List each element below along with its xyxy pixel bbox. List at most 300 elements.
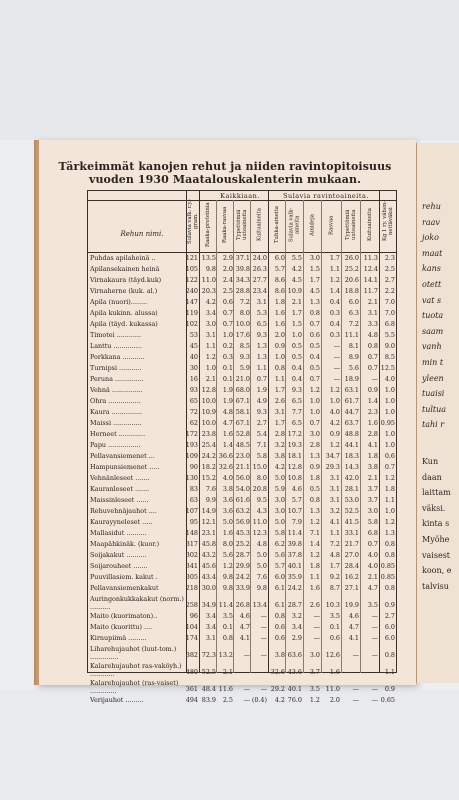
cell-value: 61.7 — [344, 397, 359, 405]
cell-value: 4.0 — [222, 474, 233, 482]
cell-value: 90 — [189, 463, 198, 471]
cell-value: 7.9 — [291, 518, 302, 526]
cell-value: 27.0 — [344, 551, 359, 559]
cell-value: 18.9 — [344, 375, 359, 383]
cell-value: 1.7 — [309, 276, 320, 284]
cell-value: 45.6 — [201, 562, 216, 570]
cell-value: 0.6 — [329, 634, 340, 642]
cell-value: 2.1 — [222, 668, 233, 676]
header-tuhka: Tuhka-aineita — [274, 206, 280, 244]
cell-value: 10.0 — [201, 397, 216, 405]
cell-value: 305 — [185, 573, 198, 581]
cell-value: 23.4 — [252, 287, 267, 295]
cell-value: 4.5 — [291, 276, 302, 284]
cell-value: 2.5 — [222, 696, 233, 704]
cell-value: 25.2 — [235, 540, 250, 548]
cell-value: 4.2 — [291, 265, 302, 273]
feed-name: Timotei ............ — [90, 331, 142, 339]
cell-value: 27.7 — [252, 276, 267, 284]
cell-value: 28.1 — [344, 485, 359, 493]
cell-value: 23.0 — [235, 452, 250, 460]
cell-value: 21.1 — [235, 463, 250, 471]
cell-value: 4.8 — [367, 331, 378, 339]
cell-value: 1.9 — [256, 386, 267, 394]
cell-value: 40.1 — [287, 685, 302, 693]
cell-value: 0.4 — [291, 364, 302, 372]
facing-page-line: saam — [422, 326, 444, 336]
cell-value: 17.6 — [235, 331, 250, 339]
cell-value: 2.7 — [384, 612, 395, 620]
cell-value: 24.2 — [235, 573, 250, 581]
cell-value: — — [371, 375, 378, 383]
table-row — [88, 451, 396, 462]
cell-value: 9.5 — [256, 496, 267, 504]
facing-page-line: tultua — [422, 404, 447, 414]
cell-value: 30.0 — [201, 584, 216, 592]
cell-value: 4.1 — [348, 634, 359, 642]
cell-value: 1.6 — [274, 320, 285, 328]
cell-value: 9.8 — [222, 573, 233, 581]
cell-value: 25.4 — [201, 441, 216, 449]
cell-value: 11.0 — [252, 518, 267, 526]
cell-value: 5.4 — [256, 430, 267, 438]
cell-value: 0.7 — [367, 353, 378, 361]
feed-name: Herneet ............. — [90, 430, 146, 438]
feed-name: Pellavansiemenkakut — [90, 584, 159, 592]
cell-value: 5.0 — [274, 474, 285, 482]
cell-value: 1.6 — [222, 430, 233, 438]
feed-name: Virnakaura (täyd.kuk) — [90, 276, 162, 284]
cell-value: 2.4 — [222, 276, 233, 284]
cell-value: — — [260, 623, 267, 631]
feed-name: Maapähkinäk. (kuor.) — [90, 540, 160, 548]
cell-value: 480 — [185, 668, 198, 676]
cell-value: 174 — [185, 634, 198, 642]
feed-name: Apilansekainen heinä — [90, 265, 160, 273]
cell-value: 3.5 — [309, 685, 320, 693]
cell-value: 11.4 — [287, 529, 302, 537]
cell-value: 1.2 — [309, 696, 320, 704]
cell-value: 0.7 — [309, 375, 320, 383]
cell-value: 8.0 — [222, 540, 233, 548]
cell-value: 6.0 — [384, 623, 395, 631]
cell-value: 29.3 — [325, 463, 340, 471]
cell-value: 1.8 — [274, 298, 285, 306]
cell-value: 4.9 — [256, 397, 267, 405]
facing-page-line: min t — [422, 358, 444, 367]
cell-value: 3.4 — [205, 623, 216, 631]
table-row — [88, 517, 396, 528]
cell-value: 15.2 — [201, 474, 216, 482]
cell-value: 24.0 — [252, 254, 267, 262]
cell-value: 361 — [185, 685, 198, 693]
cell-value: 12.8 — [287, 463, 302, 471]
cell-value: 0.5 — [309, 485, 320, 493]
facing-page-line: kinta s — [422, 519, 450, 529]
cell-value: 3.5 — [329, 612, 340, 620]
table-row — [88, 363, 396, 374]
cell-value: 0.8 — [384, 551, 395, 559]
cell-value: — — [313, 623, 320, 631]
cell-value: 1.3 — [256, 353, 267, 361]
cell-value: 3.4 — [205, 612, 216, 620]
facing-page-line: Kun — [422, 457, 439, 466]
feed-name: Turnipsi ........... — [90, 364, 142, 372]
cell-value: 1.1 — [329, 529, 340, 537]
cell-value: 109 — [185, 452, 198, 460]
cell-value: — — [333, 375, 340, 383]
cell-value: 10.0 — [201, 419, 216, 427]
cell-value: 14.9 — [201, 507, 216, 515]
cell-value: 148 — [185, 529, 198, 537]
cell-value: 9.3 — [239, 353, 250, 361]
cell-value: 52.5 — [344, 507, 359, 515]
cell-value: 18.3 — [344, 452, 359, 460]
cell-value: 1.6 — [274, 309, 285, 317]
cell-value: — — [352, 651, 359, 659]
table-row — [88, 539, 396, 550]
cell-value: 48.5 — [235, 441, 250, 449]
cell-value: 7.7 — [291, 408, 302, 416]
cell-value: 4.3 — [256, 507, 267, 515]
cell-value: 0.65 — [380, 696, 395, 704]
cell-value: 37.1 — [235, 254, 250, 262]
cell-value: 0.7 — [367, 364, 378, 372]
cell-value: 12.8 — [201, 386, 216, 394]
cell-value: 2.9 — [222, 254, 233, 262]
feed-name: Ohra ................ — [90, 397, 141, 405]
cell-value: 20.8 — [252, 485, 267, 493]
cell-value: 5.8 — [274, 529, 285, 537]
cell-value: — — [260, 668, 267, 676]
cell-value: 9.8 — [222, 584, 233, 592]
cell-value: 8.1 — [348, 342, 359, 350]
cell-value: 0.6 — [309, 331, 320, 339]
cell-value: 4.2 — [205, 298, 216, 306]
cell-value: — — [371, 612, 378, 620]
cell-value: 7.2 — [239, 298, 250, 306]
cell-value: 1.0 — [222, 331, 233, 339]
facing-page-line: yleen — [422, 373, 444, 383]
cell-value: 33.9 — [235, 584, 250, 592]
cell-value: 9.0 — [384, 342, 395, 350]
cell-value: 240 — [185, 287, 198, 295]
table-row — [88, 678, 396, 695]
table-row — [88, 297, 396, 308]
table-row — [88, 374, 396, 385]
header-kaikkiaan: Kaikkiaan. — [220, 192, 260, 200]
cell-value: 3.5 — [367, 601, 378, 609]
cell-value: 1.2 — [309, 518, 320, 526]
table-row — [88, 462, 396, 473]
facing-page-line: väksi. — [422, 503, 446, 513]
table-row — [88, 473, 396, 484]
cell-value: 56.0 — [235, 474, 250, 482]
cell-value: 26.8 — [235, 601, 250, 609]
cell-value: 121 — [185, 254, 198, 262]
facing-page-line: talvisu — [422, 581, 449, 591]
cell-value: 0.8 — [309, 309, 320, 317]
cell-value: 11.3 — [363, 254, 378, 262]
cell-value: 1.0 — [309, 408, 320, 416]
table-row — [88, 352, 396, 363]
cell-value: 2.3 — [367, 408, 378, 416]
cell-value: — — [333, 364, 340, 372]
cell-value: 1.8 — [367, 452, 378, 460]
cell-value: 32.6 — [270, 668, 285, 676]
cell-value: 4.6 — [348, 612, 359, 620]
cell-value: 1.0 — [384, 430, 395, 438]
cell-value: 4.0 — [367, 562, 378, 570]
feed-name: Maissinleseet ...... — [90, 496, 149, 504]
cell-value: 11.7 — [363, 287, 378, 295]
cell-value: 8.6 — [274, 276, 285, 284]
cell-value: 4.7 — [239, 623, 250, 631]
cell-value: 0.8 — [309, 496, 320, 504]
cell-value: 3.8 — [274, 452, 285, 460]
feed-name: Maito (kuorittu) .... — [90, 623, 153, 631]
cell-value: 6.5 — [256, 320, 267, 328]
cell-value: — — [260, 612, 267, 620]
cell-value: 1.0 — [384, 386, 395, 394]
cell-value: 45 — [189, 342, 198, 350]
cell-value: 0.8 — [384, 584, 395, 592]
cell-value: 9.8 — [256, 584, 267, 592]
header-rasvaa: Rasvaa — [328, 215, 335, 235]
cell-value: — — [352, 668, 359, 676]
cell-value: 72.3 — [201, 651, 216, 659]
cell-value: 6.1 — [274, 601, 285, 609]
cell-value: 0.4 — [291, 375, 302, 383]
cell-value: 63.2 — [235, 507, 250, 515]
cell-value: 45.8 — [201, 540, 216, 548]
feed-name: Kirnupiimä ......... — [90, 634, 147, 642]
cell-value: 28.7 — [287, 601, 302, 609]
cell-value: 3.0 — [309, 254, 320, 262]
cell-value: 104 — [185, 623, 198, 631]
cell-value: 29.2 — [270, 685, 285, 693]
cell-value: — — [371, 696, 378, 704]
cell-value: 0.4 — [309, 353, 320, 361]
table-row — [88, 253, 396, 264]
feed-name: Lanttu .............. — [90, 342, 142, 350]
cell-value: — — [333, 353, 340, 361]
cell-value: 52.5 — [201, 668, 216, 676]
cell-value: 11.4 — [218, 601, 233, 609]
cell-value: 48.8 — [344, 430, 359, 438]
cell-value: 43.6 — [287, 668, 302, 676]
cell-value: 8.5 — [239, 342, 250, 350]
cell-value: 0.3 — [329, 309, 340, 317]
cell-value: 6.2 — [274, 540, 285, 548]
facing-page-line: vaisest — [422, 550, 451, 560]
cell-value: 1.1 — [309, 573, 320, 581]
cell-value: 2.8 — [274, 430, 285, 438]
cell-value: 0.8 — [367, 342, 378, 350]
facing-page-line: raav — [422, 217, 440, 227]
cell-value: 25.2 — [344, 265, 359, 273]
cell-value: 7.2 — [348, 320, 359, 328]
cell-value: 382 — [185, 651, 198, 659]
cell-value: 0.5 — [309, 342, 320, 350]
cell-value: 0.9 — [274, 342, 285, 350]
cell-value: 95 — [189, 518, 198, 526]
cell-value: 26.3 — [252, 265, 267, 273]
cell-value: 24.2 — [287, 584, 302, 592]
header-sulavia: Sulavia ravintoaineita. — [283, 192, 369, 200]
cell-value: 4.8 — [222, 408, 233, 416]
cell-value: 3.1 — [367, 309, 378, 317]
cell-value: 5.7 — [291, 496, 302, 504]
cell-value: 23.1 — [201, 529, 216, 537]
cell-value: 12.3 — [252, 529, 267, 537]
cell-value: 4.2 — [274, 463, 285, 471]
cell-value: 0.9 — [367, 386, 378, 394]
table-row — [88, 572, 396, 583]
cell-value: 3.1 — [329, 474, 340, 482]
cell-value: 107 — [185, 507, 198, 515]
cell-value: 3.0 — [274, 507, 285, 515]
cell-value: 43.2 — [201, 551, 216, 559]
table-row — [88, 506, 396, 517]
cell-value: 11.6 — [218, 685, 233, 693]
cell-value: 0.85 — [380, 562, 395, 570]
feed-name: Porkkana ........... — [90, 353, 145, 361]
cell-value: 3.5 — [222, 612, 233, 620]
cell-value: 3.6 — [222, 507, 233, 515]
cell-value: 3.2 — [329, 507, 340, 515]
cell-value: 7.1 — [309, 529, 320, 537]
cell-value: 1.2 — [329, 441, 340, 449]
feed-name: Soijarouheet ....... — [90, 562, 148, 570]
cell-value: 12.4 — [363, 265, 378, 273]
cell-value: 63 — [189, 496, 198, 504]
cell-value: 8.9 — [348, 353, 359, 361]
cell-value: 53 — [189, 331, 198, 339]
cell-value: 8.7 — [329, 584, 340, 592]
cell-value: 8.0 — [239, 309, 250, 317]
cell-value: 72 — [189, 408, 198, 416]
cell-value: 43.4 — [201, 573, 216, 581]
cell-value: 2.1 — [367, 474, 378, 482]
cell-value: 0.7 — [367, 540, 378, 548]
cell-value: 8.5 — [384, 353, 395, 361]
cell-value: 0.2 — [222, 342, 233, 350]
cell-value: 35.9 — [287, 573, 302, 581]
cell-value: 1.9 — [222, 386, 233, 394]
cell-value: 3.1 — [329, 496, 340, 504]
cell-value: — — [313, 612, 320, 620]
feed-name: Hampunsiemenet ..... — [90, 463, 160, 471]
cell-value: — — [243, 651, 250, 659]
cell-value: 34.9 — [201, 601, 216, 609]
cell-value: 10.3 — [325, 601, 340, 609]
cell-value: 18.1 — [287, 452, 302, 460]
cell-value: 83 — [189, 485, 198, 493]
cell-value: 1.0 — [205, 364, 216, 372]
cell-value: 3.0 — [367, 507, 378, 515]
cell-value: 2.1 — [291, 298, 302, 306]
facing-page-line: joko — [422, 233, 439, 243]
cell-value: 1.2 — [329, 276, 340, 284]
header-rehun-nimi: Rehun nimi. — [120, 230, 164, 238]
cell-value: 17.2 — [287, 430, 302, 438]
cell-value: 1.6 — [367, 419, 378, 427]
cell-value: 1.0 — [329, 397, 340, 405]
cell-value: 67.1 — [235, 419, 250, 427]
cell-value: 26.0 — [344, 254, 359, 262]
cell-value: 93 — [189, 386, 198, 394]
cell-value: 5.6 — [348, 364, 359, 372]
cell-value: 2.7 — [256, 419, 267, 427]
cell-value: 1.1 — [274, 375, 285, 383]
cell-value: 4.8 — [256, 540, 267, 548]
cell-value: 3.1 — [256, 298, 267, 306]
cell-value: 18.8 — [344, 287, 359, 295]
cell-value: 1.3 — [256, 342, 267, 350]
cell-value: 0.5 — [291, 353, 302, 361]
cell-value: 2.7 — [384, 276, 395, 284]
cell-value: 1.2 — [222, 562, 233, 570]
cell-value: 1.2 — [384, 474, 395, 482]
table-row — [88, 528, 396, 539]
cell-value: 29.9 — [235, 562, 250, 570]
cell-value: 3.8 — [367, 463, 378, 471]
cell-value: 8.0 — [256, 474, 267, 482]
cell-value: 0.7 — [309, 320, 320, 328]
cell-value: 32.6 — [218, 463, 233, 471]
cell-value: — — [313, 634, 320, 642]
cell-value: 0.1 — [222, 375, 233, 383]
table-row — [88, 330, 396, 341]
cell-value: 4.6 — [239, 612, 250, 620]
header-amideja: Amideja — [309, 214, 316, 236]
cell-value: 83.9 — [201, 696, 216, 704]
cell-value: 33.1 — [344, 529, 359, 537]
cell-value: 10.0 — [235, 320, 250, 328]
cell-value: 3.0 — [309, 651, 320, 659]
cell-value: 5.0 — [256, 551, 267, 559]
cell-value: 9.2 — [329, 573, 340, 581]
cell-value: 1.2 — [309, 386, 320, 394]
cell-value: 5.6 — [222, 551, 233, 559]
cell-value: 0.8 — [274, 612, 285, 620]
cell-value: 7.0 — [384, 298, 395, 306]
cell-value: 28.7 — [235, 551, 250, 559]
cell-value: 18.2 — [201, 463, 216, 471]
feed-name: Puuvillasiem. kakut . — [90, 573, 158, 581]
feed-name: Kauranleseet ....... — [90, 485, 150, 493]
feed-name: Apila (nuori)........ — [90, 298, 148, 306]
cell-value: 1.1 — [384, 496, 395, 504]
table-row — [88, 341, 396, 352]
cell-value: 3.7 — [367, 496, 378, 504]
table-row — [88, 644, 396, 661]
feed-name: Kalarehujauhot (ras-vaiset) ............. — [90, 679, 179, 695]
background-top — [0, 0, 459, 140]
table-row — [88, 561, 396, 572]
feed-name: Auringonkukkakakut (norm.) .......... — [90, 595, 184, 611]
cell-value: 1.0 — [384, 408, 395, 416]
cell-value: 13.2 — [218, 651, 233, 659]
cell-value: 6.0 — [348, 298, 359, 306]
feed-name: Mallasidut .......... — [90, 529, 147, 537]
cell-value: 302 — [185, 551, 198, 559]
table-row — [88, 385, 396, 396]
cell-value: 4.7 — [222, 419, 233, 427]
cell-value: 48.4 — [201, 685, 216, 693]
cell-value: 3.7 — [309, 668, 320, 676]
